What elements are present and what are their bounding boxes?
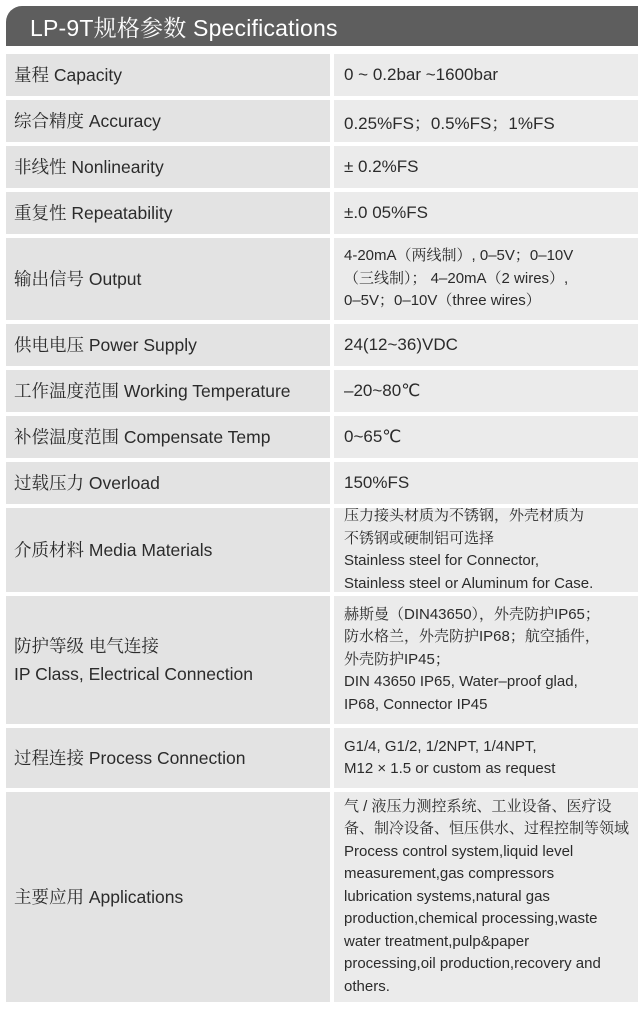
spec-value: 0.25%FS；0.5%FS；1%FS <box>334 100 638 142</box>
spec-row-nonlinearity <box>6 146 638 188</box>
spec-row-power-supply <box>6 324 638 366</box>
spec-row-working-temperature <box>6 370 638 412</box>
spec-row-ip-class <box>6 596 638 724</box>
spec-label: 防护等级 电气连接 IP Class, Electrical Connection <box>6 596 330 724</box>
spec-row-capacity <box>6 54 638 96</box>
spec-row-overload <box>6 462 638 504</box>
spec-label: 主要应用 Applications <box>6 792 330 1002</box>
spec-value: 赫斯曼（DIN43650），外壳防护IP65； 防水格兰，外壳防护IP68；航空插件， 外壳防护IP45； DIN 43650 IP65, Water–proof glad, IP68, Connector IP45 <box>334 596 638 724</box>
spec-value: 0~65℃ <box>334 416 638 458</box>
spec-value: 压力接头材质为不锈钢，外壳材质为 不锈钢或硬制铝可选择 Stainless steel for Connector, Stainless steel or Aluminum for Case. <box>334 508 638 592</box>
spec-row-process-connection <box>6 728 638 788</box>
spec-label: 输出信号 Output <box>6 238 330 320</box>
spec-value: ±.0 05%FS <box>334 192 638 234</box>
spec-label: 非线性 Nonlinearity <box>6 146 330 188</box>
spec-value: 150%FS <box>334 462 638 504</box>
spec-row-media-materials <box>6 508 638 592</box>
spec-value: 气 / 液压力测控系统、工业设备、医疗设 备、制冷设备、恒压供水、过程控制等领域 Process control system,liquid level measurement,gas compressors lubrication systems,natural gas production,chemical processing,waste water treatment,pulp&paper processing,oil production,recovery and others. <box>334 792 638 1002</box>
page-title: LP-9T规格参数 Specifications <box>30 14 338 41</box>
spec-label: 重复性 Repeatability <box>6 192 330 234</box>
spec-value: 24(12~36)VDC <box>334 324 638 366</box>
spec-label: 工作温度范围 Working Temperature <box>6 370 330 412</box>
title-bar <box>6 6 638 46</box>
spec-row-output <box>6 238 638 320</box>
spec-value: –20~80℃ <box>334 370 638 412</box>
spec-table <box>6 54 638 1006</box>
spec-label: 介质材料 Media Materials <box>6 508 330 592</box>
spec-value: 4-20mA（两线制）, 0–5V；0–10V （三线制）； 4–20mA（2 wires）, 0–5V；0–10V（three wires） <box>334 238 638 320</box>
spec-row-compensate-temp <box>6 416 638 458</box>
spec-label: 过程连接 Process Connection <box>6 728 330 788</box>
spec-label: 综合精度 Accuracy <box>6 100 330 142</box>
spec-label: 供电电压 Power Supply <box>6 324 330 366</box>
spec-value: G1/4, G1/2, 1/2NPT, 1/4NPT, M12 × 1.5 or custom as request <box>334 728 638 788</box>
spec-label: 补偿温度范围 Compensate Temp <box>6 416 330 458</box>
spec-value: 0 ~ 0.2bar ~1600bar <box>334 54 638 96</box>
spec-label: 量程 Capacity <box>6 54 330 96</box>
spec-value: ± 0.2%FS <box>334 146 638 188</box>
spec-row-accuracy <box>6 100 638 142</box>
spec-row-applications <box>6 792 638 1002</box>
spec-row-repeatability <box>6 192 638 234</box>
spec-label: 过载压力 Overload <box>6 462 330 504</box>
